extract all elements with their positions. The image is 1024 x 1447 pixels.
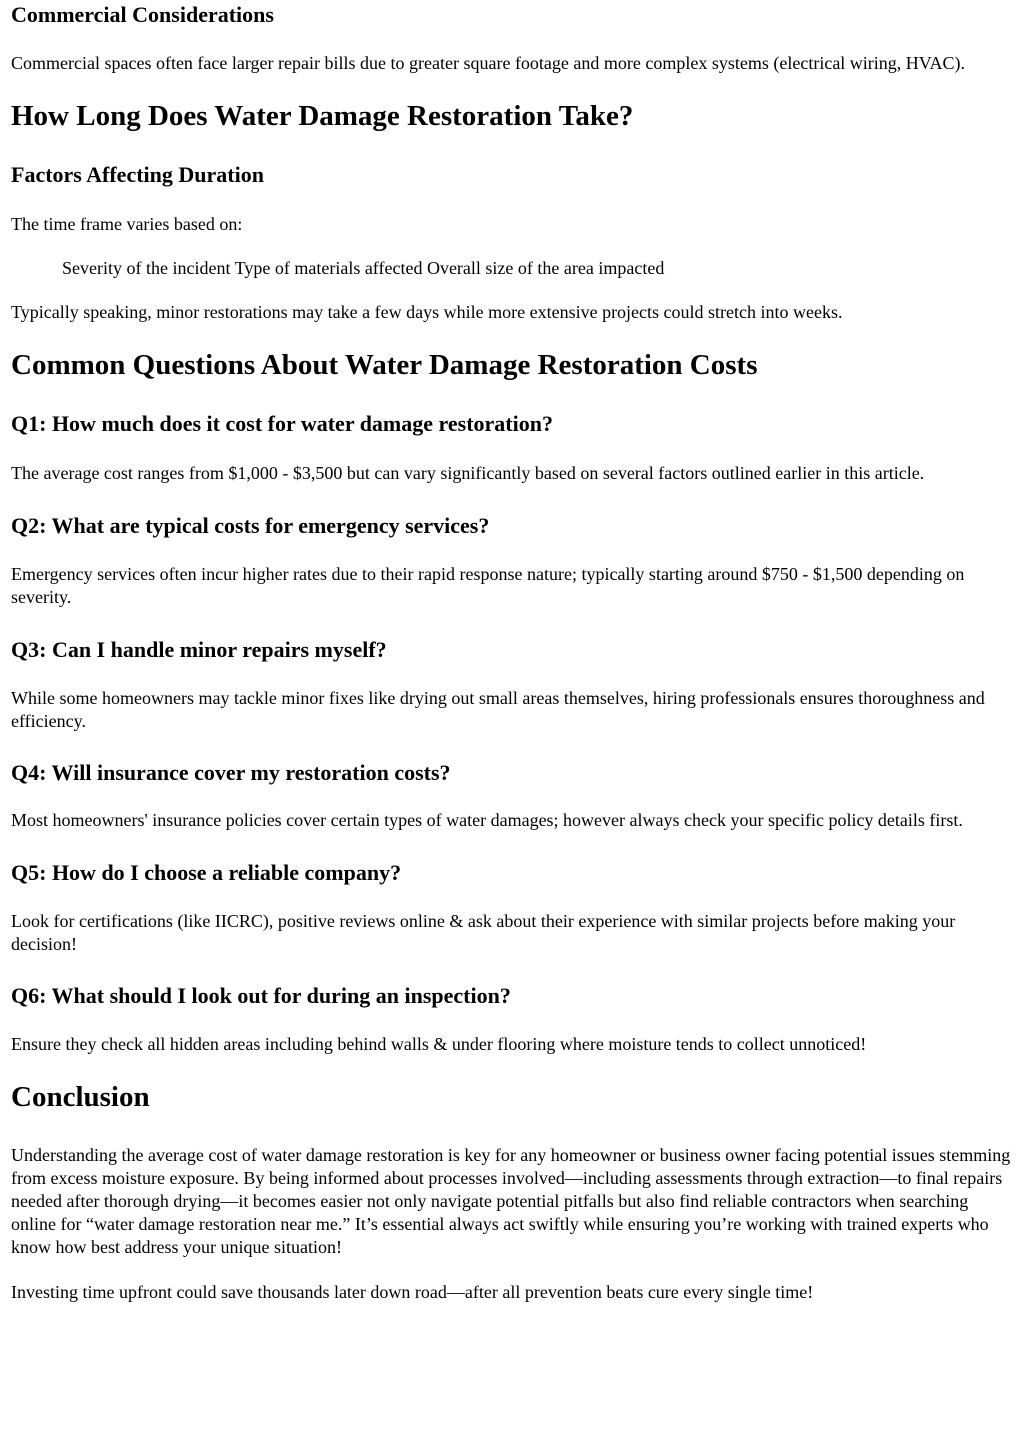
paragraph-timeframe-intro: The time frame varies based on: — [11, 214, 243, 234]
faq-question-2: Q2: What are typical costs for emergency services? — [11, 513, 490, 538]
article-body — [0, 1, 1024, 1304]
faq-answer-6: Ensure they check all hidden areas including behind walls & under flooring where moisture tends to collect unnoticed! — [11, 1034, 867, 1054]
section-heading-faq: Common Questions About Water Damage Restoration Costs — [11, 349, 758, 381]
faq-answer-2: Emergency services often incur higher rates due to their rapid response nature; typically starting around $750 - $1,500 depending on severity. — [11, 564, 965, 607]
faq-question-3: Q3: Can I handle minor repairs myself? — [11, 637, 387, 662]
faq-answer-4: Most homeowners' insurance policies cover certain types of water damages; however always check your specific policy details first. — [11, 810, 963, 830]
conclusion-paragraph-1: Understanding the average cost of water damage restoration is key for any homeowner or business owner facing potential issues stemming from excess moisture exposure. By being informed about processes involved—including assessments through extraction—to final repairs needed after thorough drying—it becomes easier not only navigate potential pitfalls but also find reliable contractors when searching online for “water damage restoration near me.” It’s essential always act swiftly while ensuring you’re working with trained experts who know how best address your unique situation! — [11, 1145, 1011, 1257]
faq-answer-1: The average cost ranges from $1,000 - $3,500 but can vary significantly based on several factors outlined earlier in this article. — [11, 463, 925, 483]
paragraph-duration-summary: Typically speaking, minor restorations may take a few days while more extensive projects could stretch into weeks. — [11, 302, 843, 322]
section-heading-conclusion: Conclusion — [11, 1081, 150, 1113]
faq-answer-5: Look for certifications (like IICRC), positive reviews online & ask about their experience with similar projects before making your decision! — [11, 911, 956, 954]
section-heading-duration: How Long Does Water Damage Restoration Take? — [11, 100, 634, 132]
factors-list: Severity of the incident Type of materials affected Overall size of the area impacted — [62, 258, 665, 278]
paragraph-commercial: Commercial spaces often face larger repair bills due to greater square footage and more complex systems (electrical wiring, HVAC). — [11, 53, 965, 73]
section-heading-commercial: Commercial Considerations — [11, 2, 274, 27]
subheading-factors: Factors Affecting Duration — [11, 162, 264, 187]
faq-answer-3: While some homeowners may tackle minor fixes like drying out small areas themselves, hiring professionals ensures thoroughness and efficiency. — [11, 688, 985, 731]
conclusion-paragraph-2: Investing time upfront could save thousands later down road—after all prevention beats cure every single time! — [11, 1282, 814, 1302]
faq-question-6: Q6: What should I look out for during an inspection? — [11, 983, 511, 1008]
faq-question-4: Q4: Will insurance cover my restoration costs? — [11, 760, 451, 785]
faq-question-5: Q5: How do I choose a reliable company? — [11, 860, 402, 885]
faq-question-1: Q1: How much does it cost for water damage restoration? — [11, 411, 553, 436]
